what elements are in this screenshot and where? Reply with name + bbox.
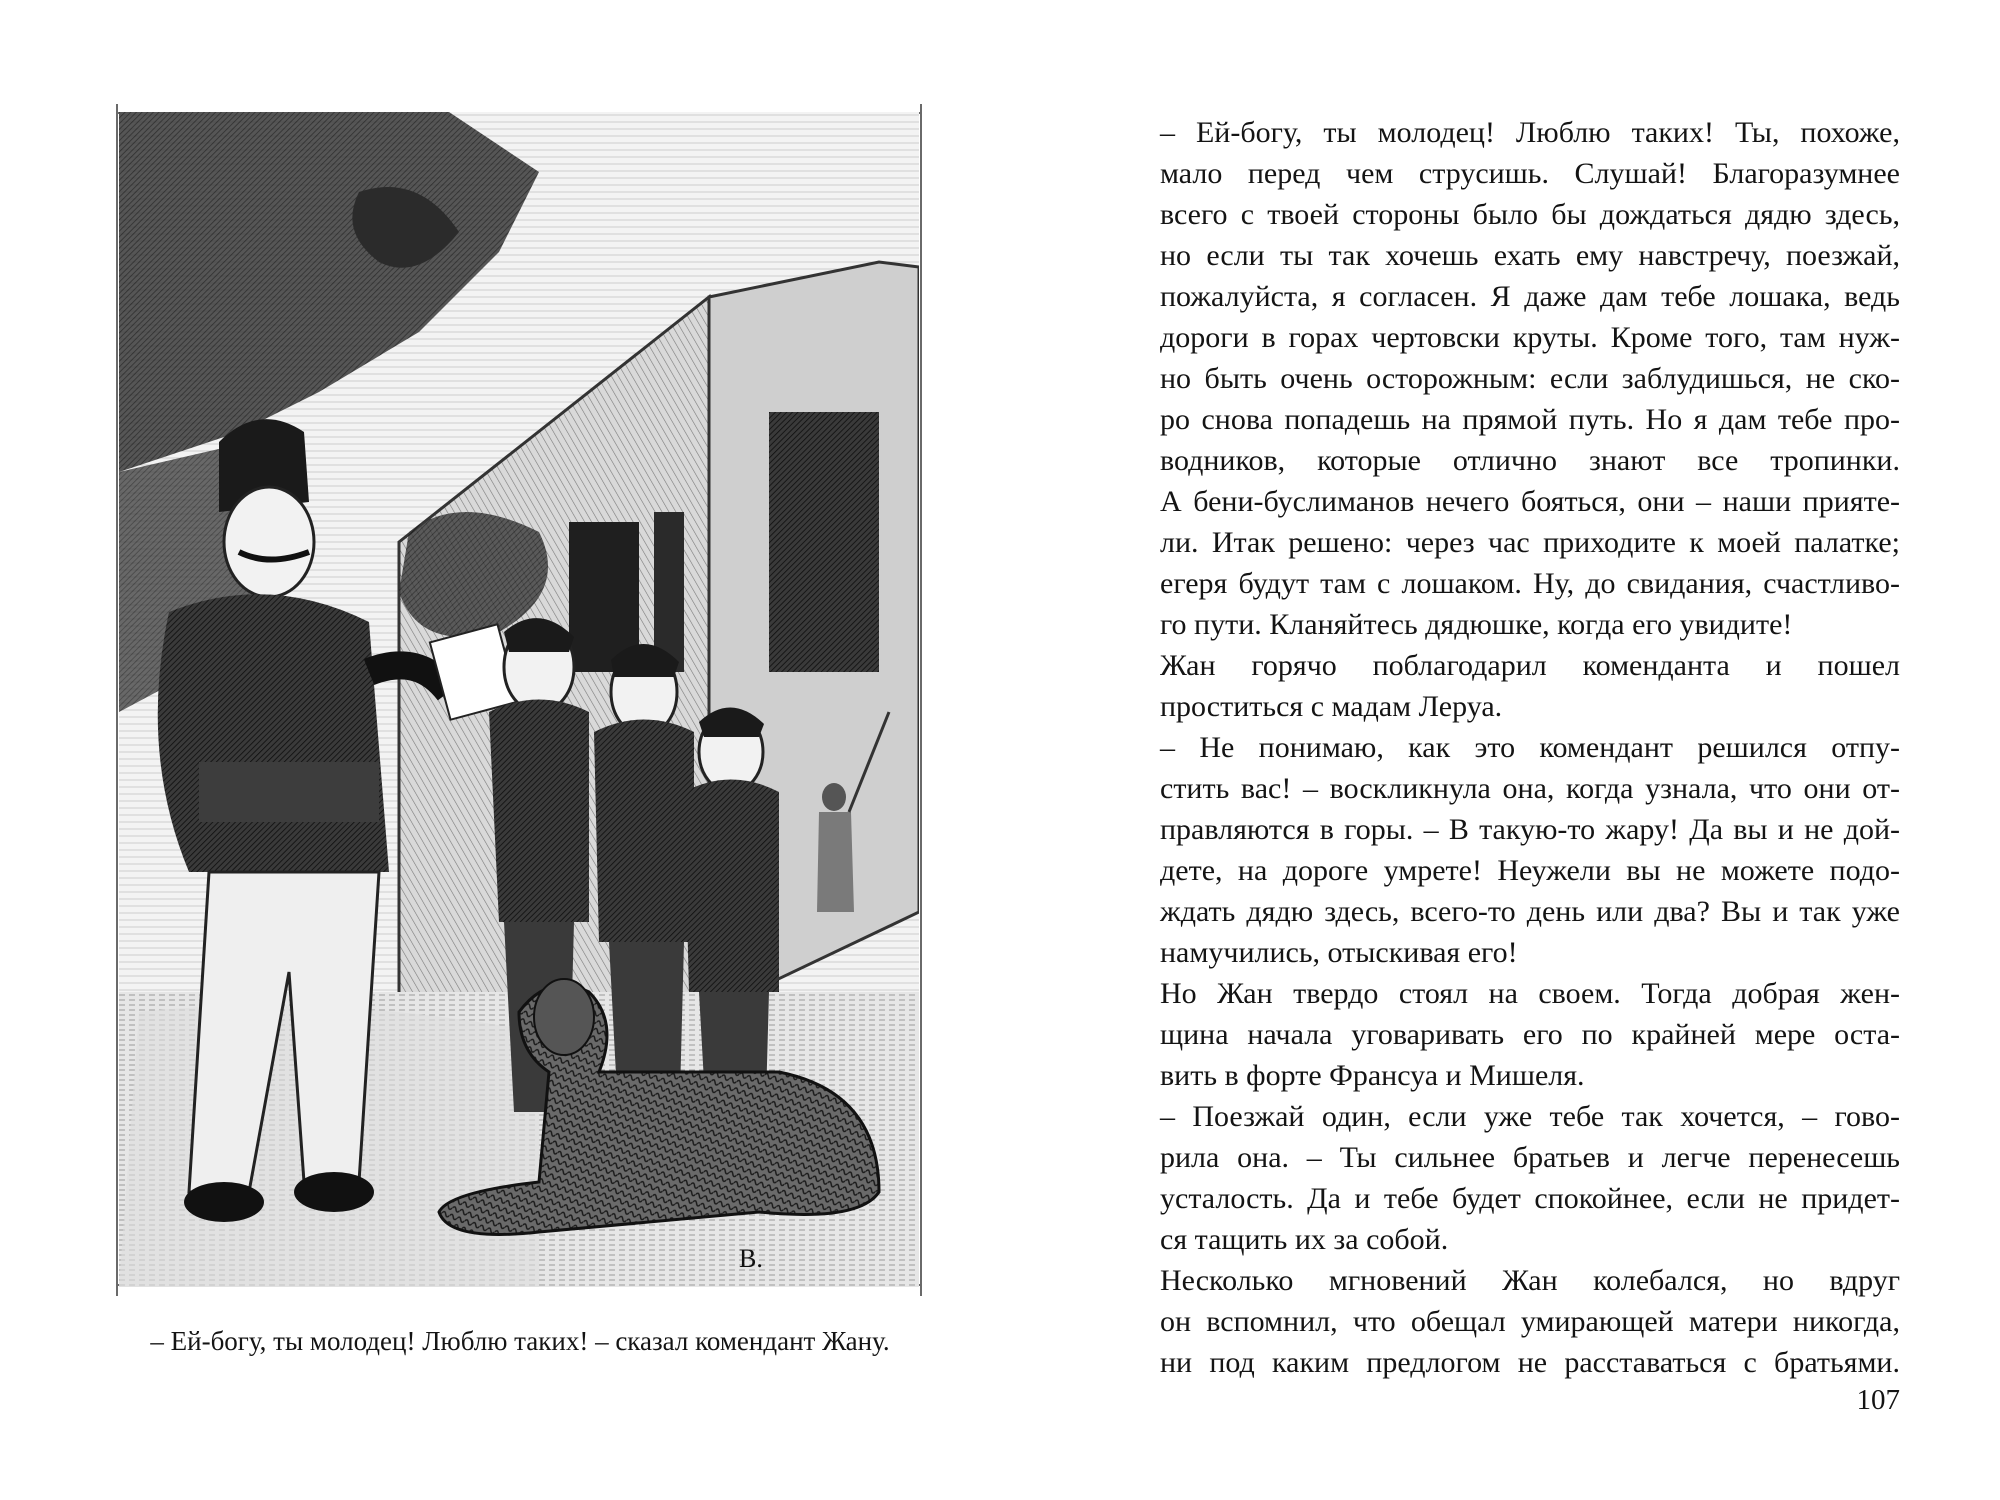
- text-line: – Не понимаю, как это комендант решился отпу-: [1160, 731, 1900, 764]
- engraving-illustration: [119, 112, 919, 1287]
- text-line: Но Жан твердо стоял на своем. Тогда добрая жен-: [1160, 977, 1900, 1010]
- text-line: вить в форте Франсуа и Мишеля.: [1160, 1059, 1585, 1092]
- text-line: дороги в горах чертовски круты. Кроме того, там нуж-: [1160, 321, 1900, 354]
- artist-signature: В.: [739, 1244, 763, 1273]
- text-line: ни под каким предлогом не расставаться с братьями.: [1160, 1346, 1900, 1379]
- text-line: егеря будут там с лошаком. Ну, до свидания, счастливо-: [1160, 567, 1900, 600]
- text-line: – Ей-богу, ты молодец! Люблю таких! Ты, похоже,: [1160, 116, 1900, 149]
- text-line: пожалуйста, я согласен. Я даже дам тебе лошака, ведь: [1160, 280, 1900, 313]
- text-line: дете, на дороге умрете! Неужели вы не можете подо-: [1160, 854, 1900, 887]
- text-line: го пути. Кланяйтесь дядюшке, когда его увидите!: [1160, 608, 1793, 641]
- text-line: стить вас! – воскликнула она, когда узнала, что они от-: [1160, 772, 1900, 805]
- paragraph: [1110, 645, 1900, 727]
- text-line: мало перед чем струсишь. Слушай! Благоразумнее: [1160, 157, 1900, 190]
- text-line: А бени-буслиманов нечего бояться, они – наши прияте-: [1160, 485, 1900, 518]
- text-line: Жан горячо поблагодарил коменданта и пошел: [1160, 649, 1900, 682]
- text-line: правляются в горы. – В такую-то жару! Да вы и не дой-: [1160, 813, 1900, 846]
- text-line: – Поезжай один, если уже тебе так хочется, – гово-: [1160, 1100, 1900, 1133]
- text-line: ждать дядю здесь, всего-то день или два? Вы и так уже: [1160, 895, 1900, 928]
- paragraph: [1110, 1096, 1900, 1260]
- text-line: водников, которые отлично знают все тропинки.: [1160, 444, 1900, 477]
- text-line: но если ты так хочешь ехать ему навстречу, поезжай,: [1160, 239, 1900, 272]
- text-line: ся тащить их за собой.: [1160, 1223, 1449, 1256]
- text-line: щина начала уговаривать его по крайней мере оста-: [1160, 1018, 1900, 1051]
- paragraph: [1110, 973, 1900, 1096]
- right-page: [1000, 0, 2000, 1500]
- text-line: ли. Итак решено: через час приходите к моей палатке;: [1160, 526, 1900, 559]
- text-line: рила она. – Ты сильнее братьев и легче перенесешь: [1160, 1141, 1900, 1174]
- illustration-caption: – Ей-богу, ты молодец! Люблю таких! – сказал комендант Жану.: [150, 1326, 890, 1356]
- page-number: 107: [1856, 1384, 1900, 1416]
- body-text: [1110, 112, 1900, 1383]
- text-line: Несколько мгновений Жан колебался, но вдруг: [1160, 1264, 1900, 1297]
- text-line: он вспомнил, что обещал умирающей матери никогда,: [1160, 1305, 1900, 1338]
- text-line: усталость. Да и тебе будет спокойнее, если не придет-: [1160, 1182, 1900, 1215]
- text-line: намучились, отыскивая его!: [1160, 936, 1518, 969]
- text-line: но быть очень осторожным: если заблудишься, не ско-: [1160, 362, 1900, 395]
- text-line: ро снова попадешь на прямой путь. Но я дам тебе про-: [1160, 403, 1900, 436]
- text-line: всего с твоей стороны было бы дождаться дядю здесь,: [1160, 198, 1900, 231]
- paragraph: [1110, 1260, 1900, 1383]
- text-line: проститься с мадам Леруа.: [1160, 690, 1503, 723]
- paragraph: [1110, 112, 1900, 645]
- paragraph: [1110, 727, 1900, 973]
